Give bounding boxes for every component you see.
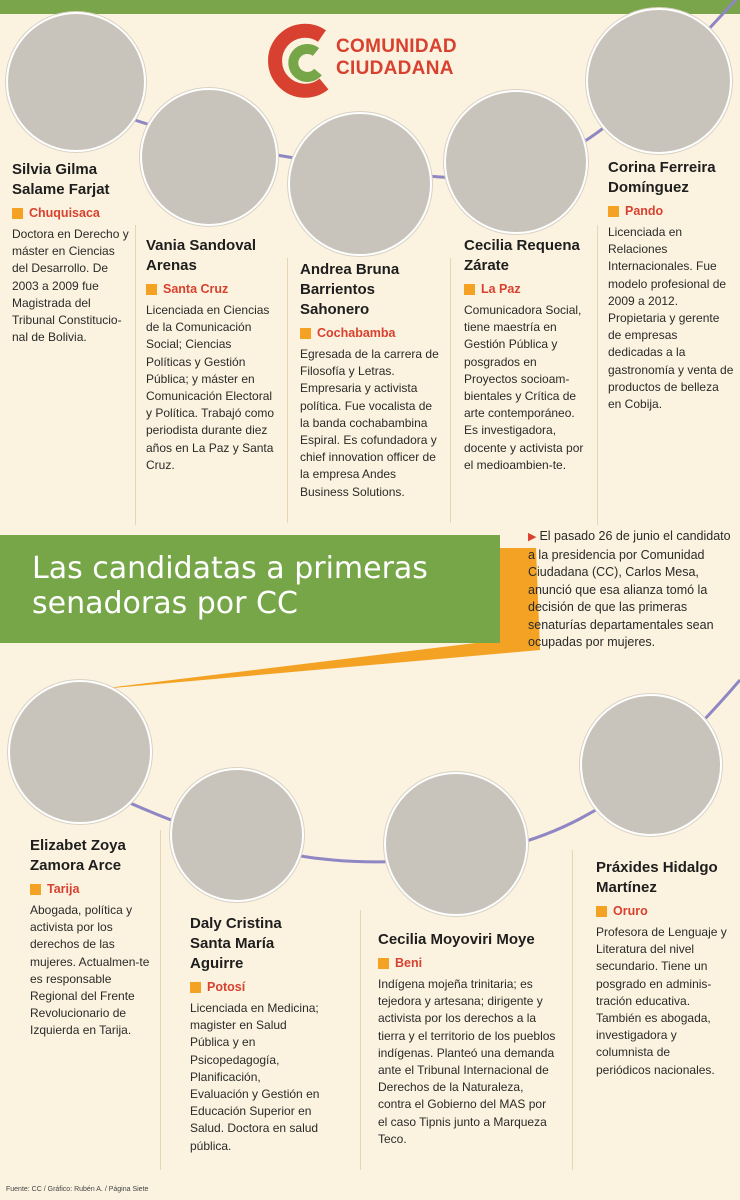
candidate-card [30,836,154,1040]
department-marker-icon [146,284,157,295]
column-divider [287,258,288,523]
portrait-elizabet-zamora [8,680,152,824]
candidate-description: Comunicadora Social, tiene maestría en Gestión Pública y posgrados en Proyectos socioam-bientales y Crítica de arte contemporáneo. Es investigadora, docente y activista por el medioambien-te. [464,303,584,472]
candidate-department: Santa Cruz [146,282,276,296]
column-divider [450,258,451,523]
candidate-name: Andrea Bruna Barrientos Sahonero [300,261,400,318]
column-divider [135,225,136,525]
department-marker-icon [596,906,607,917]
department-marker-icon [300,328,311,339]
column-divider [572,850,573,1170]
candidate-card [378,930,558,1148]
column-divider [360,910,361,1170]
column-divider [160,830,161,1170]
department-marker-icon [30,884,41,895]
intro-note: ▶ El pasado 26 de junio el candidato a la presidencia por Comunidad Ciudadana (CC), Carlos Mesa, anunció que esa alianza tomó la decisión de que las primeras senaturías departamentales sean ocupadas por mujeres. [528,529,731,649]
candidate-department: Beni [378,956,558,970]
portrait-silvia-salame [6,12,146,152]
portrait-vania-sandoval [140,88,278,226]
portrait-cecilia-moyoviri [384,772,528,916]
candidate-name: Vania Sandoval Arenas [146,237,257,274]
candidate-description: Licenciada en Medicina; magister en Salud Pública y en Psicopedagogía, Planificación, Evaluación y Gestión en Educación Superior en Salud. Doctora en salud pública. [190,1001,320,1153]
candidate-card [596,858,728,1079]
candidate-name: Cecilia Moyoviri Moye [378,931,535,948]
candidate-card [300,260,442,501]
candidate-department: Potosí [190,980,322,994]
candidate-description: Licenciada en Ciencias de la Comunicación Social; Ciencias Políticas y Gestión Pública; y máster en Comunicación Electoral y Política. Trabajó como periodista durante diez años en La Paz y Santa Cruz. [146,303,275,472]
candidate-name: Elizabet Zoya Zamora Arce [30,837,126,874]
candidate-description: Indígena mojeña trinitaria; es tejedora y artesana; dirigente y activista por los derechos a la tierra y el territorio de los pueblos indígenas. Planteó una demanda ante el Tribunal Internacional de Derechos de la Naturaleza, contra el Gobierno del MAS por el caso Tipnis junto a Marqueza Teco. [378,977,556,1146]
candidate-department: Oruro [596,904,728,918]
portrait-daly-santa-maria [170,768,304,902]
candidate-card [608,158,734,413]
candidate-name: Corina Ferreira Domínguez [608,159,716,196]
candidate-name: Cecilia Requena Zárate [464,237,580,274]
headline-banner [0,535,500,643]
department-marker-icon [12,208,23,219]
candidate-description: Licenciada en Relaciones Internacionales. Fue modelo profesional de 2009 a 2012. Propietaria y gerente de empresas dedicadas a la gastronomía y venta de productos de belleza en Cobija. [608,225,734,412]
headline-title: Las candidatas a primeras senadoras por CC [32,551,428,621]
logo-line-1: COMUNIDAD [336,36,457,57]
candidate-department: Cochabamba [300,326,442,340]
portrait-praxides-hidalgo [580,694,722,836]
candidate-department: Chuquisaca [12,206,130,220]
candidate-description: Abogada, política y activista por los derechos de las mujeres. Actualmen-te es responsable Regional del Frente Revolucionario de Izquierda en Tarija. [30,903,150,1038]
candidate-name: Daly Cristina Santa María Aguirre [190,915,282,972]
source-credit: Fuente: CC / Gráfico: Rubén A. / Página Siete [6,1186,149,1193]
candidate-description: Profesora de Lenguaje y Literatura del nivel secundario. Tiene un posgrado en adminis-tración educativa. También es abogada, investigadora y columnista de periódicos nacionales. [596,925,727,1077]
candidate-description: Doctora en Derecho y máster en Ciencias del Desarrollo. De 2003 a 2009 fue Magistrada del Tribunal Constitucio-nal de Bolivia. [12,227,129,345]
column-divider [597,225,598,525]
candidate-department: La Paz [464,282,590,296]
cc-logo-icon [266,22,336,102]
arrow-marker-icon: ▶ [528,531,537,543]
portrait-andrea-barrientos [288,112,432,256]
candidate-name: Silvia Gilma Salame Farjat [12,161,110,198]
comunidad-ciudadana-logo [266,22,466,102]
candidate-card [190,914,322,1155]
portrait-cecilia-requena [444,90,588,234]
candidate-department: Tarija [30,882,154,896]
candidate-card [146,236,276,474]
candidate-card [12,160,130,346]
portrait-corina-ferreira [586,8,732,154]
candidate-card [464,236,590,474]
candidate-department: Pando [608,204,734,218]
department-marker-icon [378,958,389,969]
candidate-description: Egresada de la carrera de Filosofía y Letras. Empresaria y activista política. Fue vocalista de la banda cochabambina Espiral. Es cofundadora y chief innovation officer de la empresa Andes Business Solutions. [300,347,439,499]
candidate-name: Práxides Hidalgo Martínez [596,859,718,896]
department-marker-icon [608,206,619,217]
department-marker-icon [190,982,201,993]
logo-line-2: CIUDADANA [336,58,454,79]
department-marker-icon [464,284,475,295]
